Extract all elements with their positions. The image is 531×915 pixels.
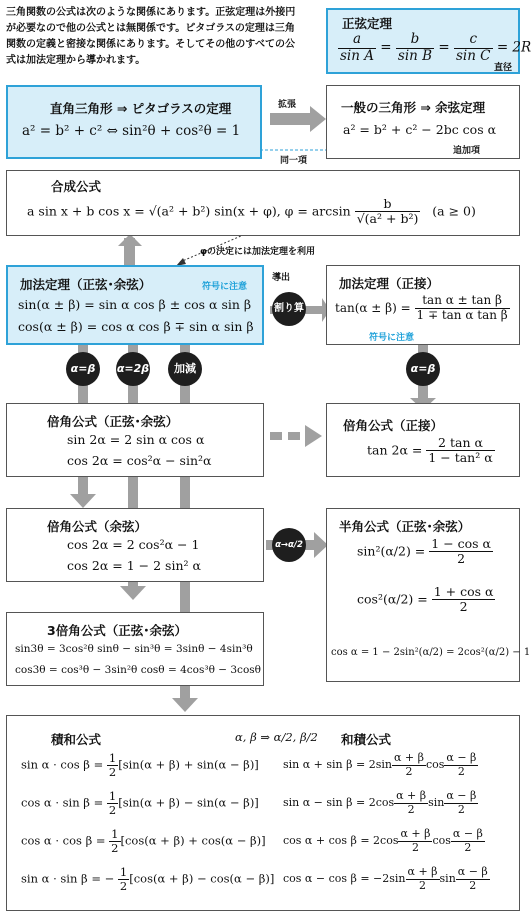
half-sin-formula: sin²(α/2) = $\frac{\text{1 − cos α}}{2}$ — [357, 536, 491, 567]
sum-to-product-row: sin α + sin β = 2sin $\frac{\alpha + \beta}{2}$ cos $\frac{\alpha - \beta}{2}$ — [283, 751, 477, 778]
dashed-arrow-head — [305, 425, 322, 447]
same-term-label: 同一項 — [280, 156, 308, 166]
cosine-rule-formula: a² = b² + c² − 2bc cos α — [343, 122, 497, 137]
pythagoras-title: 直角三角形 ⇒ ピタゴラスの定理 — [50, 101, 232, 116]
sum-to-product-row: cos α − cos β = −2sin $\frac{\alpha + \beta}{2}$ sin $\frac{\alpha - \beta}{2}$ — [283, 865, 488, 892]
double-tan-box — [326, 403, 520, 477]
product-sum-box — [6, 715, 520, 911]
double-sc-box — [6, 403, 264, 477]
ps-body: [cos(α + β) + cos(α − β)] — [120, 833, 266, 848]
half-cos-relation: cos α = 1 − 2sin²(α/2) = 2cos²(α/2) − 1 — [331, 647, 531, 658]
synthesis-title: 合成公式 — [51, 179, 102, 194]
product-to-sum-row — [21, 866, 274, 893]
product-sum-mapping: α, β ⇒ α/2, β/2 — [235, 730, 318, 744]
triple-box — [6, 612, 264, 686]
addition-tan-sign-note: 符号に注意 — [369, 333, 415, 343]
double-cos-box — [6, 508, 264, 582]
intro-line-3: 関数の定義と密接な関係にあります。そしてその他のすべての公 — [6, 39, 295, 50]
sub-label-a-eq-b-tan: α=β — [406, 352, 440, 386]
added-term-label: 追加項 — [453, 146, 481, 156]
double-sc-title: 倍角公式（正弦･余弦） — [47, 414, 179, 429]
addition-sc-f1: sin(α ± β) = sin α cos β ± cos α sin β — [18, 297, 252, 312]
ps-body: [sin(α + β) − sin(α − β)] — [118, 795, 259, 810]
double-cos-f1: cos 2α = 2 cos²α − 1 — [67, 537, 200, 552]
synthesis-formula: a sin x + b cos x = √(a² + b²) sin(x + φ), φ = arcsin $\frac{b}{\text{√(a² + b²)}}$ (a ≥ 0) — [27, 196, 476, 227]
sum-product-title: 和積公式 — [341, 732, 392, 747]
ps-coef: $\frac{1}{2}$ — [111, 827, 119, 856]
divide-label: 割り算 — [272, 292, 306, 326]
ps-lhs: sin α · sin β = − — [21, 871, 115, 886]
addition-tan-formula: tan(α ± β) = $\frac{\text{tan α ± tan β}}{\text{1 ∓ tan α tan β}}$ — [335, 293, 508, 322]
ps-lhs: cos α · sin β = — [21, 795, 104, 810]
down-arrow-head-doublecos — [70, 494, 96, 508]
pythagoras-box — [6, 85, 262, 159]
addition-sc-title: 加法定理（正弦･余弦） — [20, 277, 152, 292]
addition-sc-sign-note: 符号に注意 — [202, 282, 248, 292]
product-to-sum-row — [21, 828, 266, 855]
ps-coef: $\frac{1}{2}$ — [108, 751, 117, 780]
sine-rule-formula: $\frac{a}{\text{sin A}}$ = $\frac{b}{\text{sin B}}$ = $\frac{c}{\text{sin C}}$ = 2R — [340, 31, 531, 64]
half-cos-formula: cos²(α/2) = $\frac{\text{1 + cos α}}{2}$ — [357, 584, 494, 615]
sub-label-a-eq-b: α=β — [66, 352, 100, 386]
ps-lhs: cos α · cos β = — [21, 833, 106, 848]
addition-sc-box — [6, 265, 264, 345]
extend-arrow-head — [310, 106, 326, 132]
pythagoras-formula: a² = b² + c² ⇔ sin²θ + cos²θ = 1 — [22, 123, 241, 139]
product-to-sum-row — [21, 752, 259, 779]
triple-title: 3倍角公式（正弦･余弦） — [47, 623, 187, 638]
double-sc-f2: cos 2α = cos²α − sin²α — [67, 453, 212, 468]
product-sum-title: 積和公式 — [51, 732, 102, 747]
synthesis-box — [6, 170, 520, 236]
triple-f1: sin3θ = 3cos²θ sinθ − sin³θ = 3sinθ − 4sin³θ — [15, 643, 253, 655]
intro-line-2: が必要なので他の公式とは無関係です。ピタゴラスの定理は三角 — [6, 23, 295, 34]
addition-tan-title: 加法定理（正接） — [339, 276, 440, 291]
ps-body: [cos(α + β) − cos(α − β)] — [129, 871, 275, 886]
double-cos-f2: cos 2α = 1 − 2 sin² α — [67, 558, 201, 573]
down-arrow-head-product — [172, 698, 198, 712]
cosine-rule-box — [326, 85, 520, 159]
derive-label: 導出 — [272, 273, 291, 283]
cosine-rule-title: 一般の三角形 ⇒ 余弦定理 — [341, 100, 486, 115]
double-tan-formula: tan 2α = $\frac{\text{2 tan α}}{\text{1 − tan² α}}$ — [367, 435, 493, 466]
sub-label-half: α→α/2 — [272, 528, 306, 562]
ps-coef: $\frac{1}{2}$ — [108, 789, 117, 818]
ps-lhs: sin α · cos β = — [21, 757, 104, 772]
intro-line-4: 式は加法定理から導かれます。 — [6, 55, 146, 66]
half-angle-box — [326, 508, 531, 682]
diameter-label: 直径 — [494, 63, 513, 73]
down-arrow-head-triple — [120, 586, 146, 600]
sine-rule-title: 正弦定理 — [342, 16, 393, 31]
extend-arrow-shaft — [270, 113, 310, 125]
intro-line-1: 三角関数の公式は次のような関係にあります。正弦定理は外接円 — [6, 7, 296, 18]
addition-tan-box — [326, 265, 520, 345]
sub-label-addsub: 加減 — [168, 352, 202, 386]
addition-sc-f2: cos(α ± β) = cos α cos β ∓ sin α sin β — [18, 319, 254, 334]
extend-label: 拡張 — [278, 100, 297, 110]
double-cos-title: 倍角公式（余弦） — [47, 519, 148, 534]
intro-text — [6, 5, 295, 69]
phi-note: φの決定には加法定理を利用 — [200, 247, 316, 257]
triple-f2: cos3θ = cos³θ − 3sin²θ cosθ = 4cos³θ − 3cosθ — [15, 664, 261, 676]
ps-coef: $\frac{1}{2}$ — [119, 865, 128, 894]
ps-body: [sin(α + β) + sin(α − β)] — [118, 757, 259, 772]
sub-label-a-eq-2b: α=2β — [116, 352, 150, 386]
double-sc-f1: sin 2α = 2 sin α cos α — [67, 432, 205, 447]
product-to-sum-row — [21, 790, 259, 817]
half-angle-title: 半角公式（正弦･余弦） — [339, 519, 471, 534]
sum-to-product-row: sin α − sin β = 2cos $\frac{\alpha + \beta}{2}$ sin $\frac{\alpha - \beta}{2}$ — [283, 789, 477, 816]
sine-rule-box — [326, 8, 531, 74]
sum-to-product-row: cos α + cos β = 2cos $\frac{\alpha + \beta}{2}$ cos $\frac{\alpha - \beta}{2}$ — [283, 827, 483, 854]
double-tan-title: 倍角公式（正接） — [343, 418, 444, 433]
